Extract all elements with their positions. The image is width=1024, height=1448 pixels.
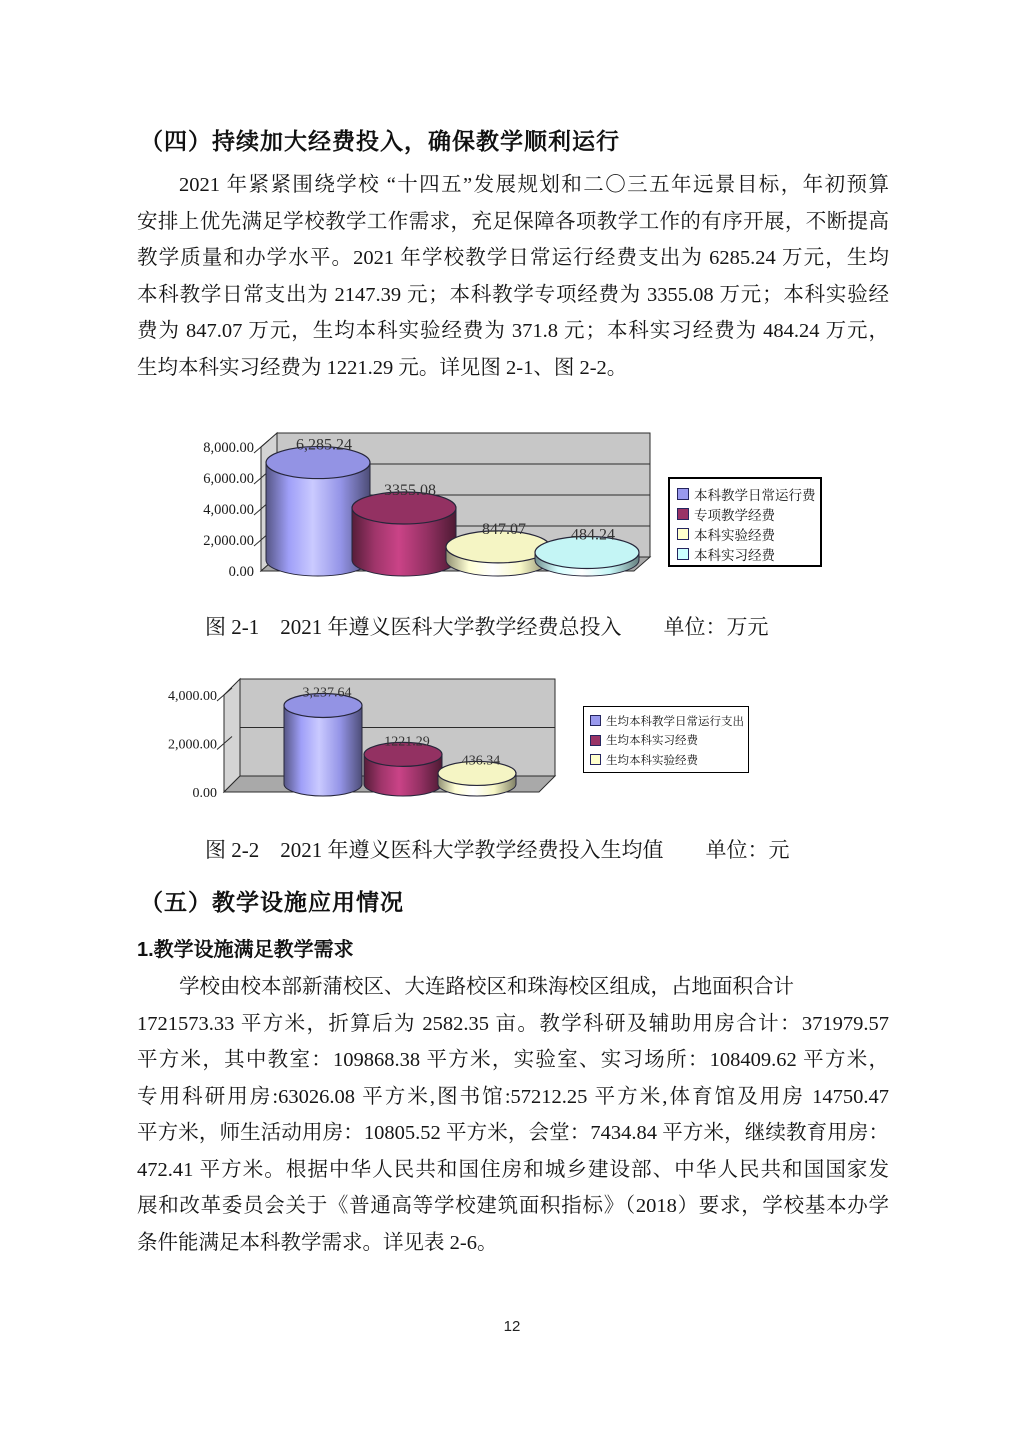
- section-4-heading: （四）持续加大经费投入，确保教学顺利运行: [140, 128, 620, 154]
- figure-2-1-chart: [183, 408, 883, 608]
- legend-swatch: [590, 735, 601, 746]
- subsection-1-heading: 1.教学设施满足教学需求: [137, 939, 354, 961]
- bar-value-label: 484.24: [571, 526, 615, 544]
- y-axis-label: 4,000.00: [168, 689, 217, 704]
- bar-value-label: 6,285.24: [296, 436, 352, 454]
- legend-label: 生均本科实习经费: [606, 735, 698, 748]
- text-line: 安排上优先满足学校教学工作需求，充足保障各项教学工作的有序开展，不断提高: [137, 210, 889, 233]
- bar-value-label: 847.07: [482, 520, 526, 538]
- y-axis-label: 6,000.00: [203, 471, 254, 487]
- legend-item: [677, 484, 816, 504]
- text-line: 生均本科实习经费为 1221.29 元。详见图 2-1、图 2-2。: [137, 356, 628, 379]
- text-line: 教学质量和办学水平。2021 年学校教学日常运行经费支出为 6285.24 万元，生均: [137, 247, 889, 269]
- text-line: 费为 847.07 万元，生均本科实验经费为 371.8 元；本科实习经费为 484.24 万元，: [137, 320, 889, 342]
- figure-2-1-caption: 图 2-1 2021 年遵义医科大学教学经费总投入 单位：万元: [205, 615, 769, 639]
- legend-swatch: [677, 548, 689, 560]
- legend-item: [677, 524, 813, 544]
- legend-item: [590, 711, 742, 731]
- legend-swatch: [677, 528, 689, 540]
- cylinder-bar: [284, 705, 362, 796]
- legend-label: 本科教学日常运行费: [694, 488, 816, 503]
- bar-value-label: 3,237.64: [302, 685, 352, 701]
- bar-value-label: 3355.08: [384, 481, 436, 499]
- legend-label: 本科实习经费: [694, 548, 775, 563]
- text-line: 472.41 平方米。根据中华人民共和国住房和城乡建设部、中华人民共和国国家发: [137, 1158, 889, 1181]
- legend-item: [590, 731, 742, 751]
- figure-2-2-legend: [583, 706, 749, 773]
- legend-item: [677, 504, 813, 524]
- legend-item: [677, 544, 813, 564]
- bar-value-label: 1221.29: [384, 734, 430, 750]
- y-axis-label: 8,000.00: [203, 440, 254, 456]
- text-line: 2021 年紧紧围绕学校 “十四五”发展规划和二〇三五年远景目标，年初预算: [179, 174, 889, 196]
- text-line: 专用科研用房:63026.08 平方米,图书馆:57212.25 平方米,体育馆及用房 14750.47: [137, 1085, 889, 1108]
- legend-label: 专项教学经费: [694, 508, 775, 523]
- legend-swatch: [677, 488, 689, 500]
- legend-swatch: [677, 508, 689, 520]
- legend-label: 生均本科教学日常运行支出: [606, 715, 744, 728]
- y-axis-label: 0.00: [228, 564, 254, 580]
- chart-side-wall: [224, 679, 240, 792]
- text-line: 本科教学日常支出为 2147.39 元；本科教学专项经费为 3355.08 万元；本科实验经: [137, 283, 889, 306]
- page-number: 12: [503, 1318, 521, 1335]
- legend-item: [590, 750, 742, 770]
- text-line: 1721573.33 平方米，折算后为 2582.35 亩。教学科研及辅助用房合计：371979.57: [137, 1012, 889, 1035]
- section-5-heading: （五）教学设施应用情况: [140, 889, 404, 915]
- y-axis-label: 0.00: [192, 786, 217, 801]
- y-axis-label: 2,000.00: [203, 533, 254, 549]
- text-line: 平方米，师生活动用房：10805.52 平方米，会堂：7434.84 平方米，继续教育用房：: [137, 1122, 889, 1144]
- bar-value-label: 436.34: [461, 753, 501, 769]
- section-5-paragraph: [137, 969, 889, 1261]
- legend-swatch: [590, 754, 601, 765]
- legend-label: 本科实验经费: [694, 528, 775, 543]
- figure-2-1-legend: [668, 477, 822, 567]
- figure-2-2-chart: [160, 668, 780, 808]
- text-line: 展和改革委员会关于《普通高等学校建筑面积指标》（2018）要求，学校基本办学: [137, 1195, 889, 1217]
- figure-2-2-caption: 图 2-2 2021 年遵义医科大学教学经费投入生均值 单位：元: [205, 838, 790, 862]
- section-4-paragraph: [137, 167, 889, 386]
- text-line: 学校由校本部新蒲校区、大连路校区和珠海校区组成，占地面积合计: [179, 976, 794, 998]
- y-axis-label: 4,000.00: [203, 502, 254, 518]
- y-axis-label: 2,000.00: [168, 737, 217, 753]
- legend-swatch: [590, 715, 601, 726]
- text-line: 平方米，其中教室：109868.38 平方米，实验室、实习场所：108409.62 平方米，: [137, 1049, 889, 1071]
- text-line: 条件能满足本科教学需求。详见表 2-6。: [137, 1231, 498, 1254]
- legend-label: 生均本科实验经费: [606, 754, 698, 767]
